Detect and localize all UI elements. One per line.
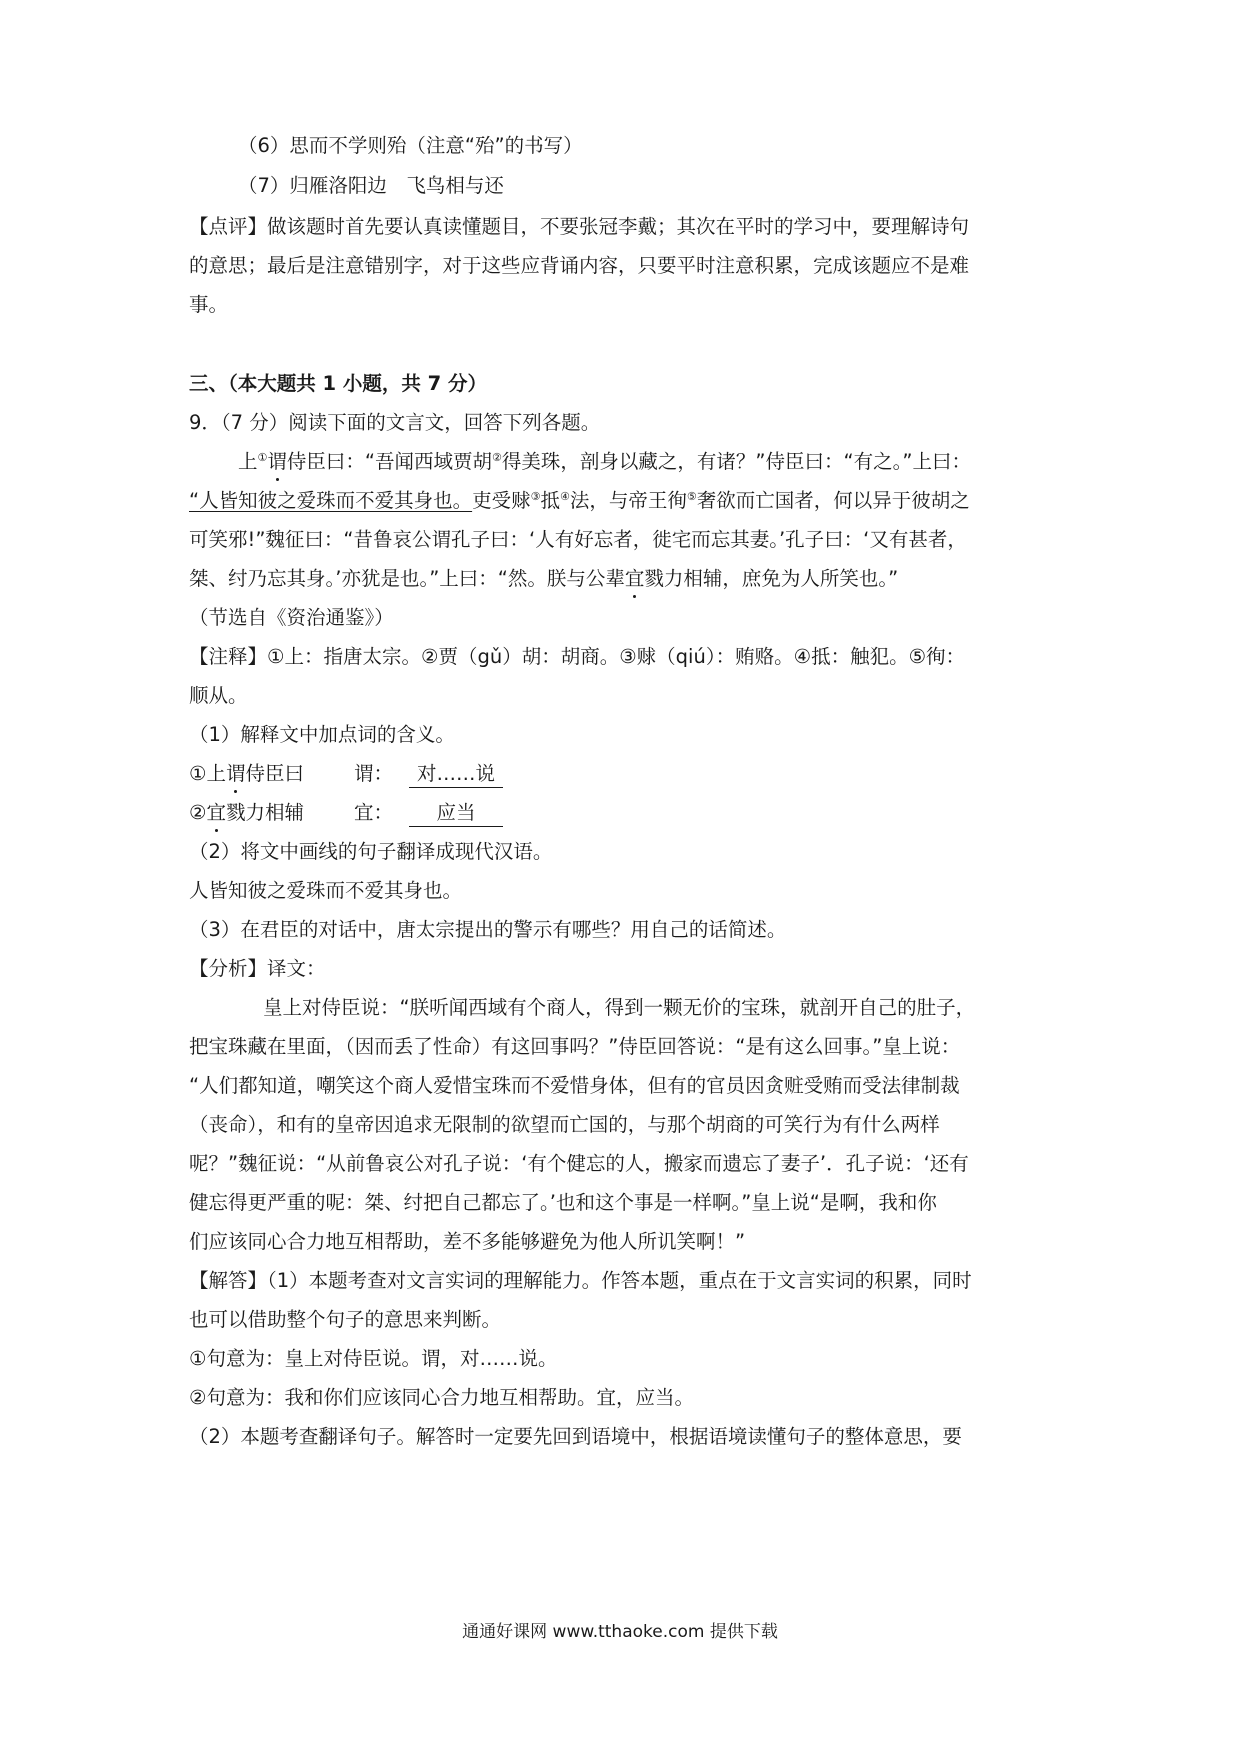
analysis-line-7: 们应该同心合力地互相帮助，差不多能够避免为他人所讥笑啊！” [189,1230,746,1253]
analysis-line-1: 皇上对侍臣说：“朕听闻西域有个商人，得到一颗无价的宝珠，就剖开自己的肚子， [263,996,976,1019]
analysis-line-6: 健忘得更严重的呢：桀、纣把自己都忘了。’也和这个事是一样啊。”皇上说“是啊，我和你 [189,1191,937,1214]
dotted-word: 谓 [267,448,287,476]
analysis-line-5: 呢？”魏征说：“从前鲁哀公对孔子说：‘有个健忘的人，搬家而遗忘了妻子’．孔子说：‘还有 [189,1152,969,1175]
analysis-line-4: （丧命），和有的皇帝因追求无限制的欲望而亡国的，与那个胡商的可笑行为有什么两样 [189,1113,940,1136]
section-heading: 三、（本大题共 1 小题，共 7 分） [189,372,488,395]
passage-line-2: “人皆知彼之爱珠而不爱其身也。吏受赇③抵④法，与帝王徇⑤奢欲而亡国者，何以异于彼胡之 [189,489,970,512]
sub1-prompt: （1）解释文中加点词的含义。 [189,723,455,746]
analysis-heading: 【分析】译文： [189,957,326,980]
passage-line-4: 桀、纣乃忘其身。’亦犹是也。”上曰：“然。朕与公辈宜戮力相辅，庶免为人所笑也。” [189,565,898,593]
comment-line-3: 事。 [189,293,229,316]
page-footer: 通通好课网 www.tthaoke.com 提供下载 [462,1622,778,1642]
comment-line-1: 【点评】做该题时首先要认真读懂题目，不要张冠李戴；其次在平时的学习中，要理解诗句 [189,215,970,238]
item-6: （6）思而不学则殆（注意“殆”的书写） [238,134,583,157]
answer-line-5: （2）本题考查翻译句子。解答时一定要先回到语境中，根据语境读懂句子的整体意思，要 [189,1425,962,1448]
answer-line-3: ①句意为：皇上对侍臣说。谓，对……说。 [189,1347,558,1370]
notes-line-1: 【注释】①上：指唐太宗。②贾（gǔ）胡：胡商。③赇（qiú）：贿赂。④抵：触犯。⑤徇： [189,645,966,668]
question-stem: 9．（7 分）阅读下面的文言文，回答下列各题。 [189,411,601,434]
sub1-item-b: ②宜戮力相辅 宜： 应当 [189,799,503,827]
sub2-prompt: （2）将文中画线的句子翻译成现代汉语。 [189,840,553,863]
passage-line-1: 上①谓侍臣曰：“吾闻西域贾胡②得美珠，剖身以藏之，有诸？”侍臣曰：“有之。”上曰： [238,448,971,476]
answer-line-2: 也可以借助整个句子的意思来判断。 [189,1308,502,1331]
sub2-line: 人皆知彼之爱珠而不爱其身也。 [189,879,463,902]
analysis-line-2: 把宝珠藏在里面，（因而丢了性命）有这回事吗？”侍臣回答说：“是有这么回事。”皇上说： [189,1035,961,1058]
notes-line-2: 顺从。 [189,684,248,707]
comment-line-2: 的意思；最后是注意错别字，对于这些应背诵内容，只要平时注意积累，完成该题应不是难 [189,254,970,277]
answer-blank: 应当 [409,800,503,827]
answer-line-1: 【解答】（1）本题考查对文言实词的理解能力。作答本题，重点在于文言实词的积累，同时 [189,1269,972,1292]
passage-source: （节选自《资治通鉴》） [189,606,394,629]
answer-line-4: ②句意为：我和你们应该同心合力地互相帮助。宜，应当。 [189,1386,694,1409]
sub1-item-a: ①上谓侍臣曰 谓： 对……说 [189,760,503,788]
dotted-word: 宜 [625,565,645,593]
sub3-prompt: （3）在君臣的对话中，唐太宗提出的警示有哪些？用自己的话简述。 [189,918,787,941]
answer-blank: 对……说 [409,761,503,788]
underlined-sentence: “人皆知彼之爱珠而不爱其身也。 [189,489,473,512]
analysis-line-3: “人们都知道，嘲笑这个商人爱惜宝珠而不爱惜身体，但有的官员因贪赃受贿而受法律制裁 [189,1074,960,1097]
passage-line-3: 可笑邪!”魏征曰：“昔鲁哀公谓孔子曰：‘人有好忘者，徙宅而忘其妻。’孔子曰：‘又有甚者， [189,528,967,551]
item-7: （7）归雁洛阳边 飞鸟相与还 [238,174,504,197]
